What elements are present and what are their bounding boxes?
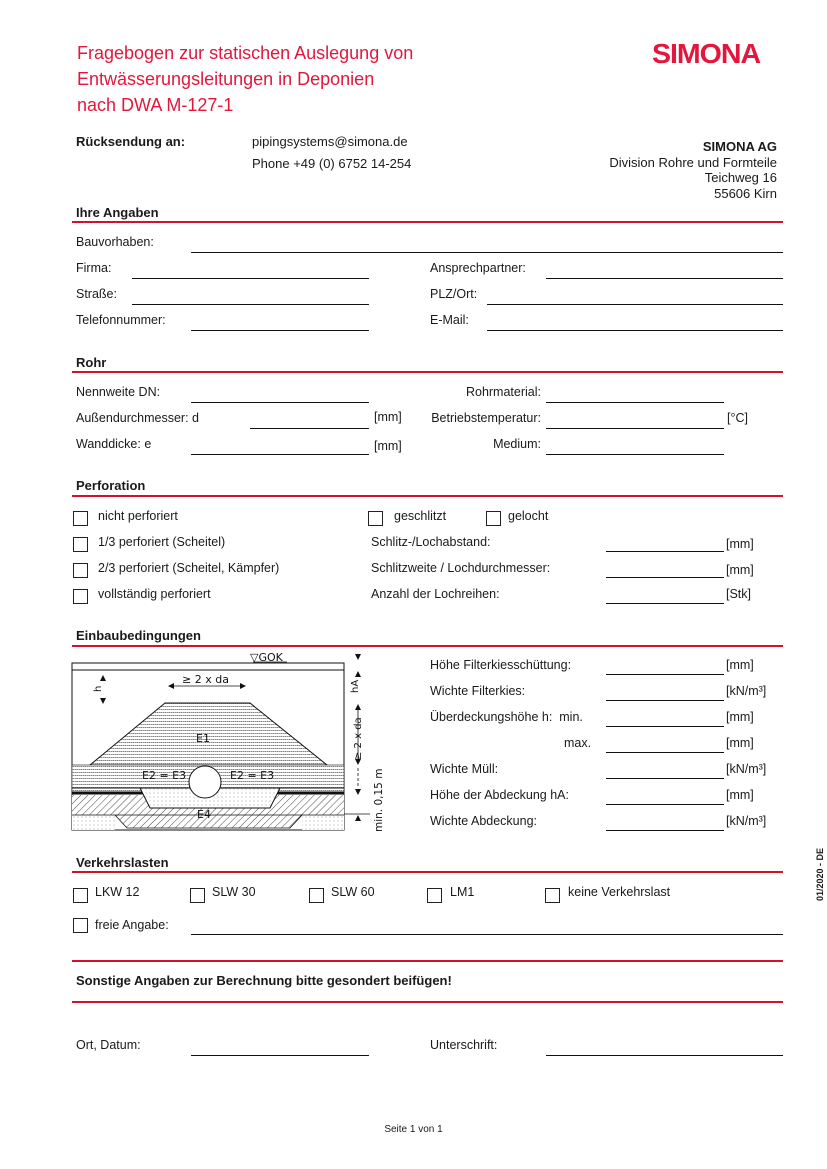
version-label: 01/2020 - DE (815, 848, 825, 902)
label-strasse: Straße: (76, 287, 117, 301)
unit-kn-m3: [kN/m³] (726, 762, 767, 776)
unit-mm: [mm] (726, 658, 754, 672)
input-plz-ort[interactable] (487, 304, 783, 305)
section-ihre-angaben: Ihre Angaben (76, 205, 159, 220)
input-rohrmaterial[interactable] (546, 402, 724, 403)
input-ort-datum[interactable] (191, 1055, 369, 1056)
svg-text:≥ 2 x da: ≥ 2 x da (353, 717, 364, 760)
label-email: E-Mail: (430, 313, 469, 327)
input-nennweite[interactable] (191, 402, 369, 403)
label-wichte-filterkies: Wichte Filterkies: (430, 684, 526, 698)
input-wichte-abdeckung[interactable] (606, 830, 724, 831)
title-line-2: Entwässerungsleitungen in Deponien (77, 69, 375, 89)
document-title (77, 40, 413, 118)
label-wichte-muell: Wichte Müll: (430, 762, 499, 776)
title-line-3: nach DWA M-127-1 (77, 95, 234, 115)
label-telefon: Telefonnummer: (76, 313, 166, 327)
svg-text:hA: hA (350, 679, 361, 693)
label-nennweite: Nennweite DN: (76, 385, 161, 399)
input-aussendurchmesser[interactable] (250, 428, 369, 429)
input-strasse[interactable] (132, 304, 369, 305)
return-label: Rücksendung an: (76, 134, 186, 149)
label-slw-30: SLW 30 (212, 885, 256, 899)
label-wichte-abdeckung: Wichte Abdeckung: (430, 814, 538, 828)
svg-text:min. 0,15 m: min. 0,15 m (373, 768, 385, 832)
label-wanddicke: Wanddicke: e (76, 437, 152, 451)
label-ort-datum: Ort, Datum: (76, 1038, 141, 1052)
input-lochabstand[interactable] (606, 551, 724, 552)
label-ansprechpartner: Ansprechpartner: (430, 261, 526, 275)
label-medium: Medium: (493, 437, 541, 451)
unit-stk: [Stk] (726, 587, 752, 601)
company-address (609, 139, 777, 201)
label-nicht-perforiert: nicht perforiert (98, 509, 178, 523)
input-betriebstemperatur[interactable] (546, 428, 724, 429)
input-filterkiesschuettung[interactable] (606, 674, 724, 675)
checkbox-lkw-12[interactable] (73, 888, 88, 903)
checkbox-2-3-perforiert[interactable] (73, 563, 88, 578)
svg-text:▽GOK: ▽GOK (250, 651, 283, 664)
unit-mm: [mm] (374, 410, 402, 424)
label-gelocht: gelocht (508, 509, 549, 523)
unit-mm: [mm] (726, 788, 754, 802)
label-bauvorhaben: Bauvorhaben: (76, 235, 154, 249)
svg-text:E2 = E3: E2 = E3 (230, 769, 275, 782)
input-wanddicke[interactable] (191, 454, 369, 455)
label-hoehe-abdeckung: Höhe der Abdeckung hA: (430, 788, 569, 802)
label-aussendurchmesser: Außendurchmesser: d (76, 411, 199, 425)
unit-mm: [mm] (726, 563, 754, 577)
checkbox-freie-angabe[interactable] (73, 918, 88, 933)
checkbox-1-3-perforiert[interactable] (73, 537, 88, 552)
checkbox-nicht-perforiert[interactable] (73, 511, 88, 526)
section-perforation: Perforation (76, 478, 146, 493)
label-ueberdeckung-max: max. (564, 736, 592, 750)
label-2-3-perforiert: 2/3 perforiert (Scheitel, Kämpfer) (98, 561, 280, 575)
input-bauvorhaben[interactable] (191, 252, 783, 253)
company-street: Teichweg 16 (704, 170, 777, 185)
label-rohrmaterial: Rohrmaterial: (465, 385, 541, 399)
divider (72, 645, 783, 647)
simona-logo: SIMONA (651, 38, 761, 69)
unit-mm: [mm] (726, 710, 754, 724)
label-betriebstemperatur: Betriebstemperatur: (431, 411, 541, 425)
label-plz-ort: PLZ/Ort: (430, 287, 478, 301)
section-verkehrslasten: Verkehrslasten (76, 855, 169, 870)
svg-text:E4: E4 (197, 808, 211, 821)
input-lochreihen[interactable] (606, 603, 724, 604)
label-slw-60: SLW 60 (331, 885, 375, 899)
installation-diagram (65, 648, 385, 834)
company-name: SIMONA AG (702, 139, 777, 154)
label-keine-verkehrslast: keine Verkehrslast (568, 885, 671, 899)
company-city: 55606 Kirn (714, 185, 777, 201)
label-ueberdeckung-min: Überdeckungshöhe h: min. (430, 710, 583, 724)
label-lm1: LM1 (450, 885, 475, 899)
title-line-1: Fragebogen zur statischen Auslegung von (77, 43, 414, 63)
input-medium[interactable] (546, 454, 724, 455)
label-lochdurchmesser: Schlitzweite / Lochdurchmesser: (371, 561, 551, 575)
input-wichte-muell[interactable] (606, 778, 724, 779)
checkbox-slw-30[interactable] (190, 888, 205, 903)
section-einbaubedingungen: Einbaubedingungen (76, 628, 201, 643)
checkbox-slw-60[interactable] (309, 888, 324, 903)
section-rohr: Rohr (76, 355, 107, 370)
unit-mm: [mm] (726, 537, 754, 551)
svg-text:E1: E1 (196, 732, 210, 745)
label-1-3-perforiert: 1/3 perforiert (Scheitel) (98, 535, 226, 549)
contact-phone: Phone +49 (0) 6752 14-254 (252, 156, 412, 171)
label-geschlitzt: geschlitzt (394, 509, 447, 523)
divider (72, 221, 783, 223)
note-sonstige-angaben: Sonstige Angaben zur Berechnung bitte gesondert beifügen! (76, 973, 452, 988)
label-freie-angabe: freie Angabe: (95, 918, 169, 932)
divider (72, 871, 783, 873)
input-hoehe-abdeckung[interactable] (606, 804, 724, 805)
input-ueberdeckung-max[interactable] (606, 752, 724, 753)
checkbox-keine-verkehrslast[interactable] (545, 888, 560, 903)
label-vollstaendig-perforiert: vollständig perforiert (98, 587, 211, 601)
label-unterschrift: Unterschrift: (430, 1038, 498, 1052)
checkbox-lm1[interactable] (427, 888, 442, 903)
checkbox-geschlitzt[interactable] (368, 511, 383, 526)
contact-email[interactable]: pipingsystems@simona.de (252, 134, 408, 149)
input-email[interactable] (487, 330, 783, 331)
label-filterkiesschuettung: Höhe Filterkiesschüttung: (430, 658, 572, 672)
page-number: Seite 1 von 1 (384, 1124, 443, 1135)
input-firma[interactable] (132, 278, 369, 279)
divider (72, 371, 783, 373)
input-wichte-filterkies[interactable] (606, 700, 724, 701)
input-telefon[interactable] (191, 330, 369, 331)
label-lochreihen: Anzahl der Lochreihen: (371, 587, 500, 601)
input-freie-angabe[interactable] (191, 934, 783, 935)
unit-kn-m3: [kN/m³] (726, 814, 767, 828)
svg-text:E2 = E3: E2 = E3 (142, 769, 187, 782)
label-lochabstand: Schlitz-/Lochabstand: (371, 535, 491, 549)
input-lochdurchmesser[interactable] (606, 577, 724, 578)
divider (72, 495, 783, 497)
input-unterschrift[interactable] (546, 1055, 783, 1056)
divider (72, 1001, 783, 1003)
unit-mm: [mm] (726, 736, 754, 750)
label-firma: Firma: (76, 261, 112, 275)
company-division: Division Rohre und Formteile (609, 154, 777, 170)
input-ueberdeckung-min[interactable] (606, 726, 724, 727)
input-ansprechpartner[interactable] (546, 278, 783, 279)
unit-celsius: [°C] (727, 411, 748, 425)
svg-text:≥ 2 x da: ≥ 2 x da (182, 673, 229, 686)
unit-mm: [mm] (374, 439, 402, 453)
svg-text:h: h (93, 685, 104, 692)
checkbox-vollstaendig-perforiert[interactable] (73, 589, 88, 604)
divider (72, 960, 783, 962)
label-lkw-12: LKW 12 (95, 885, 140, 899)
checkbox-gelocht[interactable] (486, 511, 501, 526)
unit-kn-m3: [kN/m³] (726, 684, 767, 698)
